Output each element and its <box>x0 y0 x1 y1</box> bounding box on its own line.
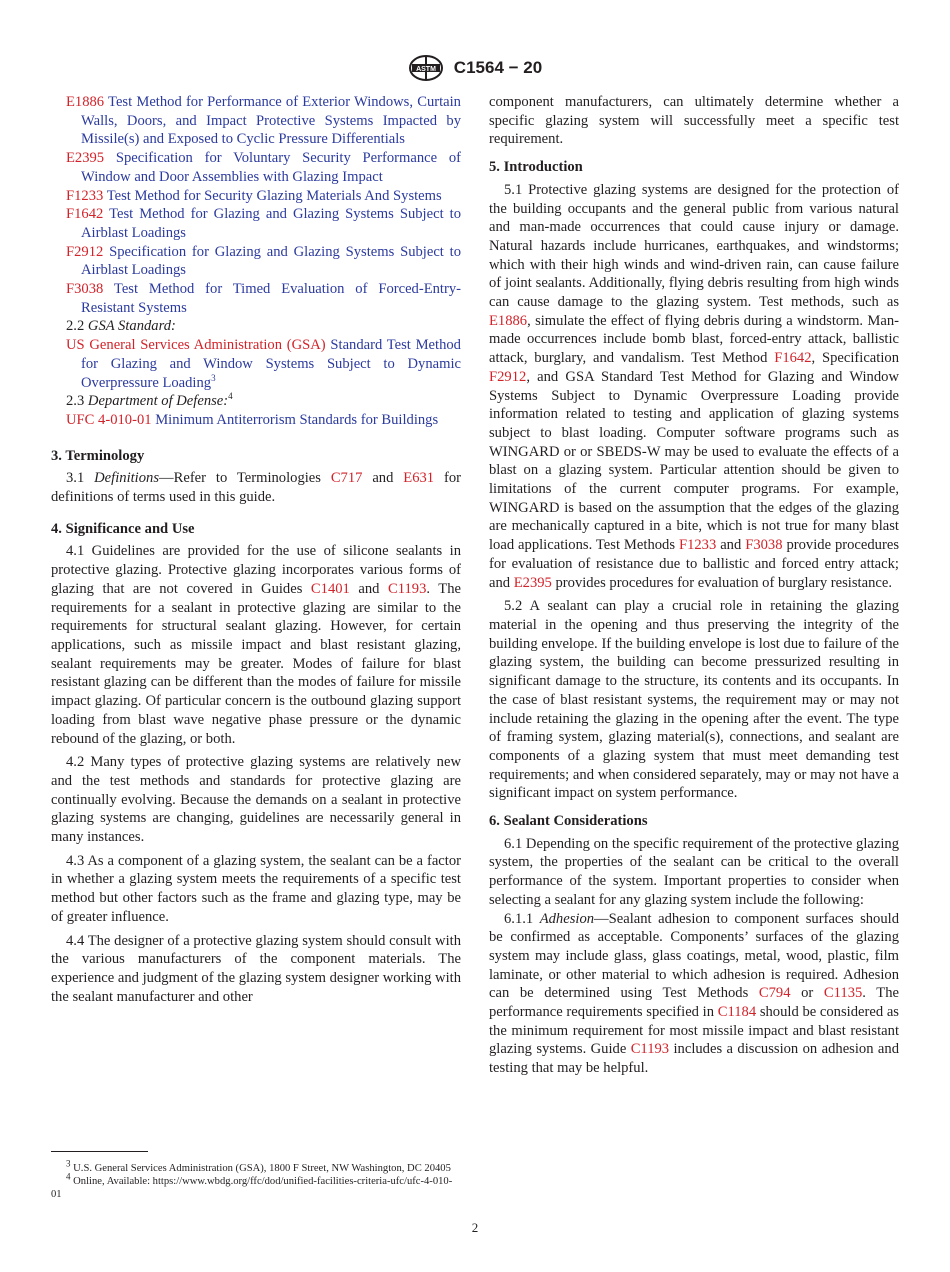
footnote-4: $^4$ Online, Available: https://www.wbdg.org/ffc/dod/unified-facilities-criteria-ufc/ufc-4-010-01 <box>51 1171 453 1201</box>
svg-text:ASTM: ASTM <box>415 66 436 73</box>
link-c717[interactable]: C717 <box>330 470 363 487</box>
dod-reference[interactable]: UFC 4-010-01 Minimum Antiterrorism Standards for Buildings <box>66 411 439 428</box>
section-5-heading: 5. Introduction <box>489 159 583 176</box>
reference-code[interactable]: E2395 <box>66 150 105 167</box>
paragraph-4-2: 4.2 Many types of protective glazing systems are relatively new and the test methods and standards for protective glazing are continually evolving. Because the demands on a sealant in protective glazing systems are changing, guidelines are necessarily general in many instances. <box>51 754 461 846</box>
dod-heading: 2.3 Department of Defense:$^4$ <box>66 391 233 410</box>
paragraph-3-1: 3.1 Definitions—Refer to Terminologies C717 and E631 for definitions of terms used in this guide. <box>51 470 461 506</box>
link-f1233[interactable]: F1233 <box>678 537 717 554</box>
gsa-heading: 2.2 GSA Standard: <box>66 318 176 335</box>
paragraph-5-1: 5.1 Protective glazing systems are designed for the protection of the building occupants and the general public from various natural and man-made occurrences that could cause injury or damage. Natural hazards include hurricanes, earthquakes, and windstorms; which with their high winds and wind-driven rain, can cause failure of joint sealants. Additionally, flying debris resulting from high winds can cause damage to the glazing system. Test methods, such as E1886, simulate the effect of flying debris during a windstorm. Man-made occurrences include bomb blast, forced-entry attack, ballistic attack, burglary, and vandalism. Test Method F1642, Specification F2912, and GSA Standard Test Method for Glazing and Window Systems Subject to Dynamic Overpressure Loading provide information related to testing and application of glazing systems subject to blast loading. Computer software programs such as WINGARD or or SBEDS-W may be used to evaluate the effects of a blast on a glazing system. Particular attention should be given to limitations of the current computer programs. For example, WINGARD is based on the assumption that the edges of the glazing are mechanically captured in a bite, which is not true for many blast load applications. Test Methods F1233 and F3038 provide procedures for evaluation of resistance due to ballistic and forced entry attack; and E2395 provides procedures for evaluation of burglary resistance. <box>489 181 899 591</box>
link-f2912[interactable]: F2912 <box>489 368 527 385</box>
paragraph-4-1: 4.1 Guidelines are provided for the use of silicone sealants in protective glazing. Protective glazing incorporates various forms of glazing that are not covered in Guides C1401 and C1193. The requirements for a sealant in protective glazing are similar to the requirements for structural sealant glazing. However, for certain applications, such as missile impact and blast resistant glazing, sealant requirements may be greater. Modes of failure for blast resistant glazing can be different than the modes of failure for missile impact glazing. Of particular concern is the outbound glazing support loading from blast wave negative phase pressure or the dynamic rebound of the glazing, or both. <box>51 543 461 747</box>
section-4-heading: 4. Significance and Use <box>51 520 195 537</box>
link-f1642[interactable]: F1642 <box>774 350 812 367</box>
section-3-heading: 3. Terminology <box>51 447 145 464</box>
page-number: 2 <box>471 1220 479 1235</box>
reference-code[interactable]: F1233 <box>66 187 104 204</box>
reference-title[interactable]: Test Method for Glazing and Glazing Systems Subject to Airblast Loadings <box>81 206 461 241</box>
reference-item[interactable] <box>66 149 461 186</box>
paragraph-4-3: 4.3 As a component of a glazing system, the sealant can be a factor in whether a glazing system meets the requirements of a specific test method but other factors such as the frame and glazing type, may be of greater influence. <box>51 852 461 925</box>
link-f3038[interactable]: F3038 <box>745 537 783 554</box>
link-c1193-guide[interactable]: C1193 <box>630 1041 670 1058</box>
reference-list <box>51 93 461 317</box>
reference-title[interactable]: Specification for Glazing and Glazing Systems Subject to Airblast Loadings <box>81 243 462 279</box>
reference-item[interactable] <box>66 93 461 149</box>
reference-code[interactable]: F2912 <box>66 243 104 260</box>
footnote-divider <box>51 1151 148 1152</box>
paragraph-4-4-continued: component manufacturers, can ultimately determine whether a specific glazing system will successfully meet a specific test requirement. <box>489 94 899 148</box>
link-e631[interactable]: E631 <box>403 470 435 487</box>
page-header <box>0 54 950 82</box>
reference-title[interactable]: Test Method for Timed Evaluation of Forced-Entry-Resistant Systems <box>81 281 461 316</box>
right-column <box>489 93 899 1083</box>
reference-item[interactable] <box>66 243 461 280</box>
link-c794[interactable]: C794 <box>758 985 791 1002</box>
reference-item[interactable] <box>66 205 461 242</box>
reference-title[interactable]: Test Method for Performance of Exterior Windows, Curtain Walls, Doors, and Impact Protective Systems Impacted by Missile(s) and Exposed to Cyclic Pressure Differentials <box>81 94 461 148</box>
gsa-reference[interactable]: US General Services Administration (GSA) Standard Test Method for Glazing and Window Systems Subject to Dynamic Overpressure Loading$^3$ <box>66 337 461 391</box>
reference-title[interactable]: Test Method for Security Glazing Materials And Systems <box>106 187 442 204</box>
reference-code[interactable]: F3038 <box>66 281 104 298</box>
reference-title[interactable]: Specification for Voluntary Security Performance of Window and Door Assemblies with Glazing Impact <box>81 150 461 185</box>
reference-code[interactable]: E1886 <box>66 94 105 110</box>
link-c1184[interactable]: C1184 <box>717 1004 757 1021</box>
footnotes <box>51 1158 461 1202</box>
link-c1401[interactable]: C1401 <box>310 580 350 597</box>
link-c1193[interactable]: C1193 <box>387 580 427 597</box>
astm-logo <box>408 54 444 82</box>
link-e1886[interactable]: E1886 <box>489 312 528 329</box>
reference-item[interactable] <box>66 280 461 317</box>
paragraph-4-4: 4.4 The designer of a protective glazing system should consult with the various manufacturers of the component materials. The experience and judgment of the glazing system designer working with the sealant manufacturer and other <box>51 932 461 1005</box>
footnote-3: $^3$ U.S. General Services Administration (GSA), 1800 F Street, NW Washington, DC 20405 <box>66 1158 451 1174</box>
reference-item[interactable] <box>66 187 461 206</box>
document-id: C1564 − 20 <box>453 58 543 77</box>
link-e2395[interactable]: E2395 <box>513 574 552 591</box>
paragraph-6-1: 6.1 Depending on the specific requirement of the protective glazing system, the properties of the sealant can be critical to the overall performance of the system. Important properties to consider when selecting a sealant for any glazing system include the following: <box>489 835 899 908</box>
left-column <box>51 93 461 1011</box>
link-c1135[interactable]: C1135 <box>823 985 863 1002</box>
paragraph-6-1-1: 6.1.1 Adhesion—Sealant adhesion to component surfaces should be confirmed as acceptable. Components’ surfaces of the glazing system may include glass, glass coatings, metal, wood, plastic, film laminate, or other material to which adhesion is required. Adhesion can be determined using Test Methods C794 or C1135. The performance requirements specified in C1184 should be considered as the minimum requirement for most missile impact and blast resistant glazing systems. Guide C1193 includes a discussion on adhesion and testing that may be helpful. <box>489 910 900 1077</box>
paragraph-5-2: 5.2 A sealant can play a crucial role in retaining the glazing material in the opening and thus preserving the integrity of the building envelope. If the building envelope is lost due to failure of the glazing system, the building can become pressurized resulting in significant damage to the structure, its contents and its occupants. In the case of blast resistant systems, the requirement may or may not include retaining the glazing in the opening after the event. The type of framing system, glazing material(s), connections, and sealant are components of a glazing system that must meet demanding test requirements; and when considered separately, may or may not have a significant impact on system performance. <box>489 598 899 802</box>
section-6-heading: 6. Sealant Considerations <box>489 813 648 830</box>
reference-code[interactable]: F1642 <box>66 206 104 223</box>
